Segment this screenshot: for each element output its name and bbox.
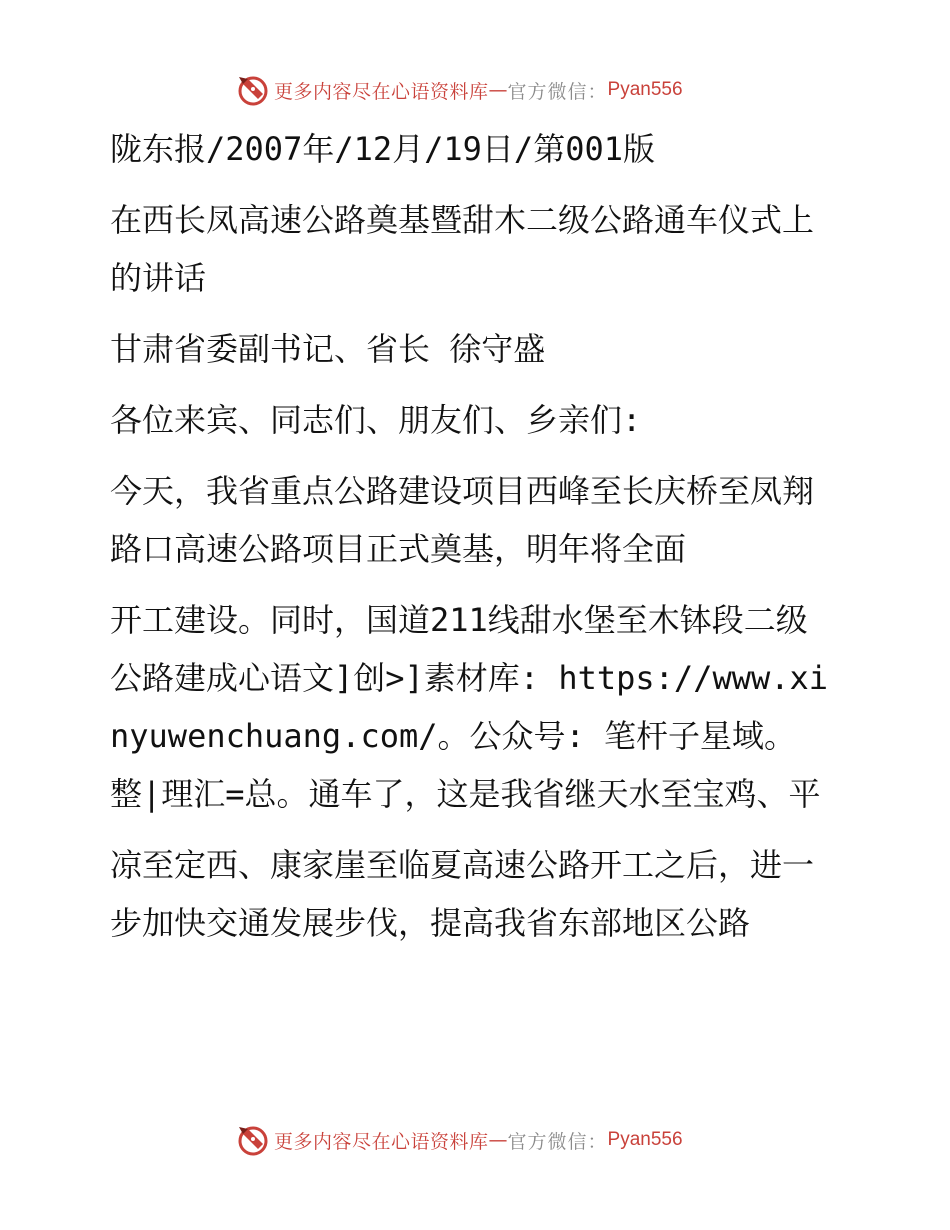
watermark-dash: — bbox=[488, 79, 508, 101]
watermark-wechat-label: 官方微信： bbox=[507, 80, 608, 103]
watermark-wechat-id: Pyan556 bbox=[607, 79, 683, 100]
document-body bbox=[98, 120, 838, 952]
pen-nib-logo-icon bbox=[236, 73, 270, 107]
watermark-banner-bottom bbox=[236, 1122, 683, 1158]
watermark-text: 更多内容尽在心语资料库 bbox=[274, 80, 489, 103]
source-line: 陇东报/2007年/12月/19日/第001版 bbox=[110, 130, 655, 168]
watermark-wechat-label: 官方微信： bbox=[507, 1130, 608, 1153]
salutation: 各位来宾、同志们、朋友们、乡亲们: bbox=[110, 401, 642, 439]
pen-nib-logo-icon bbox=[236, 1123, 270, 1157]
body-paragraph: 开工建设。同时，国道211线甜水堡至木钵段二级公路建成心语文]创>]素材库: https://www.xinyuwenchuang.com/。公众号: 笔杆子星域。整|理汇=总。通车了，这是我省继天水至宝鸡、平 bbox=[110, 601, 829, 813]
body-paragraph: 凉至定西、康家崖至临夏高速公路开工之后，进一步加快交通发展步伐，提高我省东部地区公路 bbox=[110, 846, 815, 942]
watermark-dash: — bbox=[488, 1129, 508, 1151]
speaker-line: 甘肃省委副书记、省长 徐守盛 bbox=[110, 330, 546, 368]
watermark-text: 更多内容尽在心语资料库 bbox=[274, 1130, 489, 1153]
body-paragraph: 今天，我省重点公路建设项目西峰至长庆桥至凤翔路口高速公路项目正式奠基，明年将全面 bbox=[110, 472, 815, 568]
watermark-banner-top bbox=[236, 72, 683, 108]
speech-title: 在西长凤高速公路奠基暨甜木二级公路通车仪式上的讲话 bbox=[110, 201, 815, 297]
watermark-wechat-id: Pyan556 bbox=[607, 1129, 683, 1150]
